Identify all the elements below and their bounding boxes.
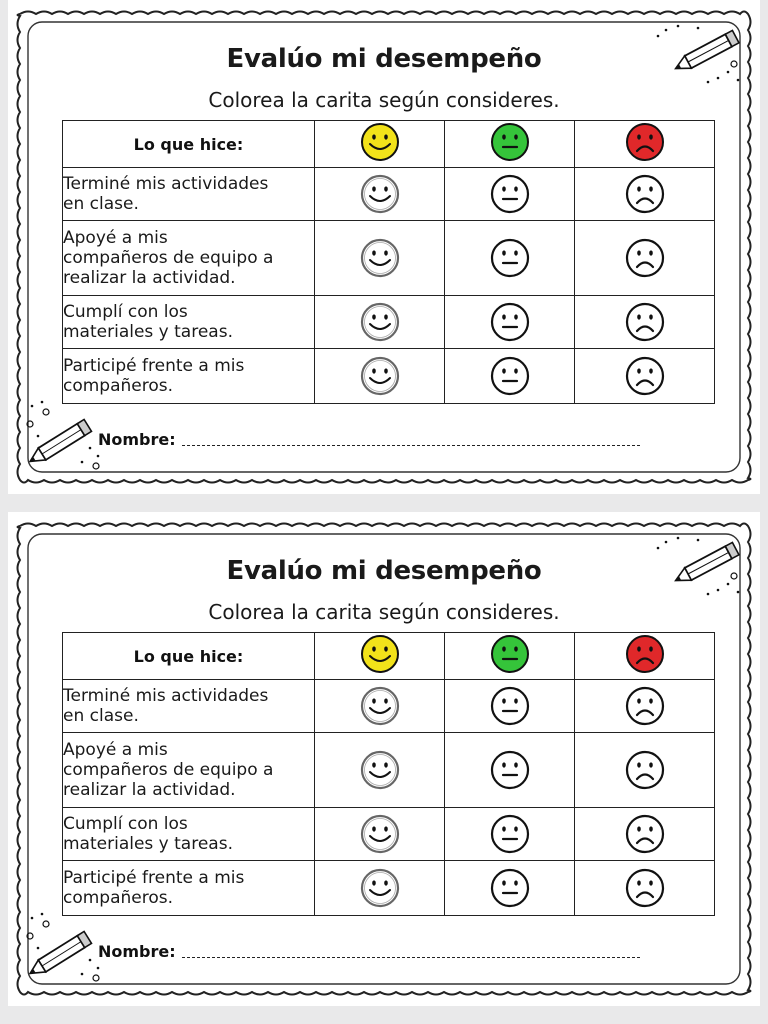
sad-face-icon[interactable]: [624, 813, 666, 855]
table-row: [63, 861, 715, 916]
name-label: Nombre:: [98, 942, 176, 961]
table-row: [63, 221, 715, 296]
table-row: [63, 733, 715, 808]
table-row: [63, 168, 715, 221]
table-row: [63, 808, 715, 861]
header-happy: [315, 633, 445, 680]
header-sad: [575, 121, 715, 168]
happy-face-icon[interactable]: [359, 301, 401, 343]
happy-face-icon[interactable]: [359, 685, 401, 727]
sad-face-icon[interactable]: [624, 301, 666, 343]
sad-face-icon[interactable]: [624, 749, 666, 791]
instructions: Colorea la carita según consideres.: [208, 600, 560, 624]
header-sad: [575, 633, 715, 680]
sad-face-icon[interactable]: [624, 355, 666, 397]
header-label: Lo que hice:: [63, 633, 315, 680]
neutral-face-icon[interactable]: [489, 867, 531, 909]
happy-face-icon: [359, 633, 401, 675]
neutral-face-icon[interactable]: [489, 301, 531, 343]
neutral-face-icon: [489, 121, 531, 163]
evaluation-card-2: [8, 512, 760, 1006]
table-row: [63, 680, 715, 733]
neutral-face-icon: [489, 633, 531, 675]
name-label: Nombre:: [98, 430, 176, 449]
criterion-text: Cumplí con los materiales y tareas.: [63, 296, 315, 349]
table-row: [63, 296, 715, 349]
criterion-text: Terminé mis actividades en clase.: [63, 168, 315, 221]
happy-face-icon: [359, 121, 401, 163]
evaluation-card-1: [8, 0, 760, 494]
happy-face-icon[interactable]: [359, 237, 401, 279]
header-label: Lo que hice:: [63, 121, 315, 168]
header-happy: [315, 121, 445, 168]
name-field[interactable]: [182, 445, 640, 446]
sad-face-icon[interactable]: [624, 685, 666, 727]
neutral-face-icon[interactable]: [489, 237, 531, 279]
happy-face-icon[interactable]: [359, 173, 401, 215]
sad-face-icon[interactable]: [624, 867, 666, 909]
header-neutral: [445, 121, 575, 168]
neutral-face-icon[interactable]: [489, 685, 531, 727]
criterion-text: Cumplí con los materiales y tareas.: [63, 808, 315, 861]
table-row: [63, 349, 715, 404]
name-field[interactable]: [182, 957, 640, 958]
page-title: Evalúo mi desempeño: [226, 556, 542, 586]
self-evaluation-table: [62, 632, 715, 916]
criterion-text: Participé frente a mis compañeros.: [63, 349, 315, 404]
happy-face-icon[interactable]: [359, 749, 401, 791]
neutral-face-icon[interactable]: [489, 173, 531, 215]
happy-face-icon[interactable]: [359, 867, 401, 909]
criterion-text: Apoyé a mis compañeros de equipo a realizar la actividad.: [63, 733, 315, 808]
instructions: Colorea la carita según consideres.: [208, 88, 560, 112]
neutral-face-icon[interactable]: [489, 813, 531, 855]
happy-face-icon[interactable]: [359, 355, 401, 397]
sad-face-icon: [624, 633, 666, 675]
criterion-text: Participé frente a mis compañeros.: [63, 861, 315, 916]
sad-face-icon: [624, 121, 666, 163]
neutral-face-icon[interactable]: [489, 749, 531, 791]
neutral-face-icon[interactable]: [489, 355, 531, 397]
header-neutral: [445, 633, 575, 680]
self-evaluation-table: [62, 120, 715, 404]
happy-face-icon[interactable]: [359, 813, 401, 855]
sad-face-icon[interactable]: [624, 237, 666, 279]
page-title: Evalúo mi desempeño: [226, 44, 542, 74]
criterion-text: Apoyé a mis compañeros de equipo a realizar la actividad.: [63, 221, 315, 296]
sad-face-icon[interactable]: [624, 173, 666, 215]
criterion-text: Terminé mis actividades en clase.: [63, 680, 315, 733]
